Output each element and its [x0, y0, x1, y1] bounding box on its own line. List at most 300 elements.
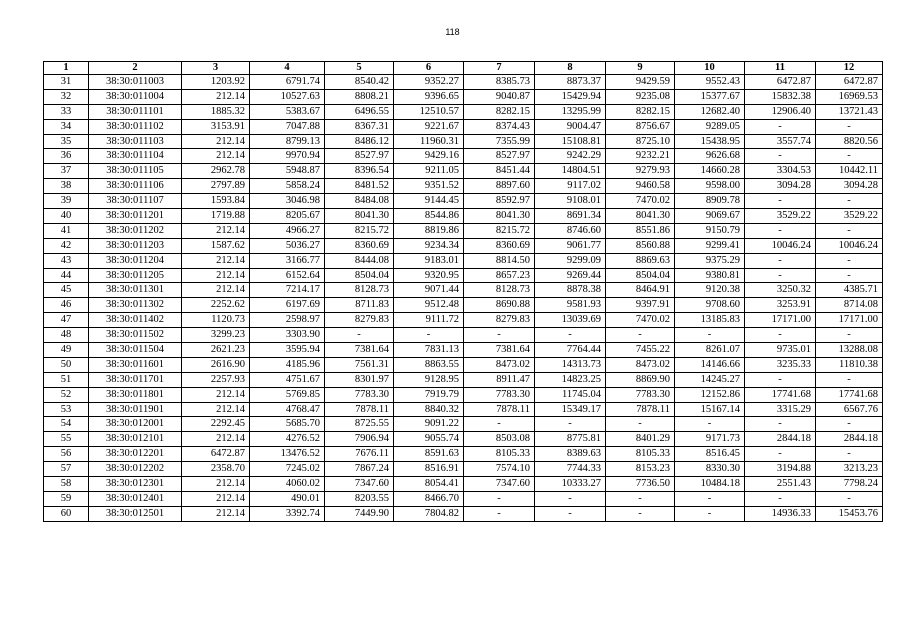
table-cell: - [535, 417, 606, 432]
table-cell: 2358.70 [182, 462, 250, 477]
table-cell: 13295.99 [535, 104, 606, 119]
table-cell: 36 [44, 149, 89, 164]
table-cell: 7470.02 [606, 194, 675, 209]
table-cell: 8481.52 [325, 179, 394, 194]
table-cell: 3166.77 [250, 253, 325, 268]
table-cell: 4276.52 [250, 432, 325, 447]
table-cell: 9040.87 [464, 89, 535, 104]
table-cell: - [464, 328, 535, 343]
table-cell: 14804.51 [535, 164, 606, 179]
table-cell: 8756.67 [606, 119, 675, 134]
table-cell: 8897.60 [464, 179, 535, 194]
table-cell: - [816, 268, 883, 283]
table-cell: 9352.27 [394, 75, 464, 90]
table-cell: 57 [44, 462, 89, 477]
table-cell: 13185.83 [675, 313, 745, 328]
table-cell: 8203.55 [325, 491, 394, 506]
table-cell: 17171.00 [816, 313, 883, 328]
table-cell: 43 [44, 253, 89, 268]
table-cell: 212.14 [182, 268, 250, 283]
table-cell: 6472.87 [745, 75, 816, 90]
table-cell: 7676.11 [325, 447, 394, 462]
table-cell: 8360.69 [464, 238, 535, 253]
table-cell: - [464, 417, 535, 432]
table-cell: 8484.08 [325, 194, 394, 209]
table-cell: 2844.18 [745, 432, 816, 447]
table-cell: 3303.90 [250, 328, 325, 343]
table-cell: 9289.05 [675, 119, 745, 134]
table-cell: - [394, 328, 464, 343]
table-cell: 14660.28 [675, 164, 745, 179]
table-cell: 4751.67 [250, 372, 325, 387]
table-cell: 2616.90 [182, 357, 250, 372]
table-cell: - [675, 491, 745, 506]
table-cell: - [816, 119, 883, 134]
table-cell: 45 [44, 283, 89, 298]
table-cell: 3194.88 [745, 462, 816, 477]
table-cell: 13039.69 [535, 313, 606, 328]
table-cell: - [816, 223, 883, 238]
table-cell: 9708.60 [675, 298, 745, 313]
table-cell: 8464.91 [606, 283, 675, 298]
table-row [44, 313, 883, 328]
table-row [44, 402, 883, 417]
table-row [44, 194, 883, 209]
table-cell: 7744.33 [535, 462, 606, 477]
table-cell: 8041.30 [606, 209, 675, 224]
table-cell: 59 [44, 491, 89, 506]
table-cell: 9111.72 [394, 313, 464, 328]
table-cell: 38 [44, 179, 89, 194]
table-cell: 38:30:011801 [89, 387, 182, 402]
table-cell: 38:30:012501 [89, 506, 182, 521]
table-cell: 3094.28 [816, 179, 883, 194]
table-cell: 9150.79 [675, 223, 745, 238]
table-cell: 3392.74 [250, 506, 325, 521]
table-cell: 8261.07 [675, 343, 745, 358]
table-cell: - [464, 491, 535, 506]
table-cell: 7783.30 [325, 387, 394, 402]
table-cell: 38:30:011204 [89, 253, 182, 268]
table-cell: 15377.67 [675, 89, 745, 104]
table-cell: 9375.29 [675, 253, 745, 268]
table-cell: 3250.32 [745, 283, 816, 298]
table-cell: 16969.53 [816, 89, 883, 104]
table-row [44, 253, 883, 268]
table-cell: 7906.94 [325, 432, 394, 447]
table-cell: 8873.37 [535, 75, 606, 90]
table-cell: 8819.86 [394, 223, 464, 238]
table-cell: 35 [44, 134, 89, 149]
table-cell: 8808.21 [325, 89, 394, 104]
table-row [44, 328, 883, 343]
table-cell: 8301.97 [325, 372, 394, 387]
table-cell: 11960.31 [394, 134, 464, 149]
table-cell: 9221.67 [394, 119, 464, 134]
table-cell: 5685.70 [250, 417, 325, 432]
table-cell: 8657.23 [464, 268, 535, 283]
table-cell: 7764.44 [535, 343, 606, 358]
table-cell: 3094.28 [745, 179, 816, 194]
table-cell: 2257.93 [182, 372, 250, 387]
table-cell: 7804.82 [394, 506, 464, 521]
table-cell: 8466.70 [394, 491, 464, 506]
table-cell: 2292.45 [182, 417, 250, 432]
table-cell: 9171.73 [675, 432, 745, 447]
table-cell: 9299.41 [675, 238, 745, 253]
table-row [44, 134, 883, 149]
table-cell: 3315.29 [745, 402, 816, 417]
table-cell: 10442.11 [816, 164, 883, 179]
table-cell: 7878.11 [325, 402, 394, 417]
table-cell: 9055.74 [394, 432, 464, 447]
table-cell: 52 [44, 387, 89, 402]
table-cell: 3529.22 [816, 209, 883, 224]
table-cell: 9380.81 [675, 268, 745, 283]
table-cell: 17171.00 [745, 313, 816, 328]
table-cell: 40 [44, 209, 89, 224]
table-cell: 38:30:011301 [89, 283, 182, 298]
table-cell: - [816, 328, 883, 343]
column-header: 11 [745, 62, 816, 75]
table-cell: - [745, 372, 816, 387]
table-row [44, 223, 883, 238]
table-cell: 56 [44, 447, 89, 462]
table-cell: 7245.02 [250, 462, 325, 477]
table-cell: 14823.25 [535, 372, 606, 387]
table-cell: 3253.91 [745, 298, 816, 313]
table-cell: - [535, 328, 606, 343]
table-cell: 38:30:011502 [89, 328, 182, 343]
table-cell: 9581.93 [535, 298, 606, 313]
table-cell: 10484.18 [675, 477, 745, 492]
table-row [44, 477, 883, 492]
table-cell: 10046.24 [745, 238, 816, 253]
table-cell: 8279.83 [464, 313, 535, 328]
table-cell: 7783.30 [606, 387, 675, 402]
table-cell: - [745, 223, 816, 238]
table-cell: 8869.90 [606, 372, 675, 387]
table-cell: 15832.38 [745, 89, 816, 104]
table-cell: 8330.30 [675, 462, 745, 477]
table-cell: 60 [44, 506, 89, 521]
table-cell: 8814.50 [464, 253, 535, 268]
table-cell: - [816, 149, 883, 164]
table-cell: 2962.78 [182, 164, 250, 179]
table-cell: 2797.89 [182, 179, 250, 194]
table-body [44, 75, 883, 522]
table-cell: 8360.69 [325, 238, 394, 253]
table-cell: - [464, 506, 535, 521]
table-cell: 9211.05 [394, 164, 464, 179]
table-cell: 7736.50 [606, 477, 675, 492]
table-cell: - [816, 372, 883, 387]
table-cell: 38:30:011601 [89, 357, 182, 372]
table-cell: 7574.10 [464, 462, 535, 477]
table-cell: 15167.14 [675, 402, 745, 417]
table-cell: 7561.31 [325, 357, 394, 372]
table-cell: 38:30:012201 [89, 447, 182, 462]
table-cell: 8592.97 [464, 194, 535, 209]
table-cell: 38:30:011101 [89, 104, 182, 119]
table-cell: 15453.76 [816, 506, 883, 521]
table-cell: 8215.72 [325, 223, 394, 238]
table-cell: 8560.88 [606, 238, 675, 253]
table-cell: 38:30:011203 [89, 238, 182, 253]
table-cell: 9299.09 [535, 253, 606, 268]
table-cell: 8725.10 [606, 134, 675, 149]
column-header: 2 [89, 62, 182, 75]
table-cell: 7047.88 [250, 119, 325, 134]
table-cell: 44 [44, 268, 89, 283]
table-cell: 7347.60 [325, 477, 394, 492]
table-cell: 38:30:011201 [89, 209, 182, 224]
table-cell: 8215.72 [464, 223, 535, 238]
table-cell: 7347.60 [464, 477, 535, 492]
table-cell: 3304.53 [745, 164, 816, 179]
table-row [44, 238, 883, 253]
table-cell: 5769.85 [250, 387, 325, 402]
table-row [44, 179, 883, 194]
table-cell: 8153.23 [606, 462, 675, 477]
table-cell: 9144.45 [394, 194, 464, 209]
table-cell: 14146.66 [675, 357, 745, 372]
table-cell: 38:30:012101 [89, 432, 182, 447]
table-cell: 12682.40 [675, 104, 745, 119]
table-cell: 9108.01 [535, 194, 606, 209]
table-cell: 4966.27 [250, 223, 325, 238]
table-cell: 38:30:011402 [89, 313, 182, 328]
table-cell: - [745, 328, 816, 343]
table-cell: 9351.52 [394, 179, 464, 194]
table-cell: 54 [44, 417, 89, 432]
table-cell: 8799.13 [250, 134, 325, 149]
table-cell: 8385.73 [464, 75, 535, 90]
table-cell: 38:30:011105 [89, 164, 182, 179]
table-cell: 15349.17 [535, 402, 606, 417]
table-cell: 7470.02 [606, 313, 675, 328]
table-cell: 13288.08 [816, 343, 883, 358]
column-header: 10 [675, 62, 745, 75]
table-cell: 8367.31 [325, 119, 394, 134]
table-row [44, 372, 883, 387]
table-cell: 7783.30 [464, 387, 535, 402]
table-cell: 38:30:011701 [89, 372, 182, 387]
table-cell: 38:30:012001 [89, 417, 182, 432]
table-cell: 39 [44, 194, 89, 209]
table-cell: 1203.92 [182, 75, 250, 90]
table-cell: 8527.97 [464, 149, 535, 164]
table-cell: 38:30:011202 [89, 223, 182, 238]
table-cell: 8105.33 [606, 447, 675, 462]
table-cell: 212.14 [182, 283, 250, 298]
table-cell: 7867.24 [325, 462, 394, 477]
table-row [44, 447, 883, 462]
table-cell: 8711.83 [325, 298, 394, 313]
table-cell: - [745, 149, 816, 164]
table-cell: 1587.62 [182, 238, 250, 253]
table-cell: 9429.59 [606, 75, 675, 90]
table-cell: 8540.42 [325, 75, 394, 90]
column-header: 12 [816, 62, 883, 75]
table-cell: 17741.68 [816, 387, 883, 402]
table-row [44, 75, 883, 90]
table-cell: 8396.54 [325, 164, 394, 179]
table-cell: 9279.93 [606, 164, 675, 179]
table-cell: 2844.18 [816, 432, 883, 447]
table-cell: 8279.83 [325, 313, 394, 328]
table-cell: 3235.33 [745, 357, 816, 372]
table-cell: 1885.32 [182, 104, 250, 119]
table-cell: - [606, 506, 675, 521]
table-cell: 212.14 [182, 477, 250, 492]
table-cell: 8389.63 [535, 447, 606, 462]
table-cell: 8041.30 [325, 209, 394, 224]
table-cell: 6152.64 [250, 268, 325, 283]
table-cell: 14313.73 [535, 357, 606, 372]
table-cell: 13476.52 [250, 447, 325, 462]
table-cell: 8205.67 [250, 209, 325, 224]
table-cell: - [745, 119, 816, 134]
table-cell: - [675, 417, 745, 432]
table-cell: 9232.21 [606, 149, 675, 164]
table-row [44, 164, 883, 179]
table-cell: - [745, 194, 816, 209]
table-cell: 48 [44, 328, 89, 343]
table-cell: 10527.63 [250, 89, 325, 104]
table-cell: 6197.69 [250, 298, 325, 313]
table-cell: 4185.96 [250, 357, 325, 372]
table-cell: 15438.95 [675, 134, 745, 149]
table-cell: 38:30:011103 [89, 134, 182, 149]
table-cell: 8840.32 [394, 402, 464, 417]
table-row [44, 209, 883, 224]
table-cell: 9735.01 [745, 343, 816, 358]
table-cell: 38:30:012401 [89, 491, 182, 506]
table-cell: 7449.90 [325, 506, 394, 521]
table-cell: 9269.44 [535, 268, 606, 283]
table-row [44, 119, 883, 134]
table-cell: 7878.11 [464, 402, 535, 417]
table-cell: 10046.24 [816, 238, 883, 253]
table-cell: 9234.34 [394, 238, 464, 253]
table-cell: 8909.78 [675, 194, 745, 209]
table-row [44, 387, 883, 402]
table-cell: 6567.76 [816, 402, 883, 417]
table-row [44, 149, 883, 164]
table-cell: 46 [44, 298, 89, 313]
table-cell: 4060.02 [250, 477, 325, 492]
table-cell: 8504.04 [325, 268, 394, 283]
table-cell: 8775.81 [535, 432, 606, 447]
table-cell: 8054.41 [394, 477, 464, 492]
table-cell: 6791.74 [250, 75, 325, 90]
table-cell: 3299.23 [182, 328, 250, 343]
table-cell: 10333.27 [535, 477, 606, 492]
table-cell: 13721.43 [816, 104, 883, 119]
table-cell: - [606, 328, 675, 343]
table-header-row [44, 62, 883, 75]
table-cell: 6472.87 [816, 75, 883, 90]
table-cell: 9004.47 [535, 119, 606, 134]
column-header: 3 [182, 62, 250, 75]
table-cell: 212.14 [182, 253, 250, 268]
table-cell: - [325, 328, 394, 343]
table-cell: 9091.22 [394, 417, 464, 432]
column-header: 9 [606, 62, 675, 75]
table-cell: 8444.08 [325, 253, 394, 268]
table-cell: 8591.63 [394, 447, 464, 462]
table-cell: 1719.88 [182, 209, 250, 224]
table-cell: 2621.23 [182, 343, 250, 358]
table-cell: 212.14 [182, 89, 250, 104]
table-cell: 3595.94 [250, 343, 325, 358]
table-cell: - [606, 491, 675, 506]
table-cell: 212.14 [182, 149, 250, 164]
table-cell: 8503.08 [464, 432, 535, 447]
table-cell: 12152.86 [675, 387, 745, 402]
table-cell: 2551.43 [745, 477, 816, 492]
column-header: 1 [44, 62, 89, 75]
table-cell: 9120.38 [675, 283, 745, 298]
table-cell: 212.14 [182, 491, 250, 506]
table-cell: 7878.11 [606, 402, 675, 417]
table-row [44, 268, 883, 283]
table-cell: 1120.73 [182, 313, 250, 328]
table-row [44, 104, 883, 119]
table-row [44, 298, 883, 313]
table-row [44, 506, 883, 521]
table-cell: - [816, 417, 883, 432]
table-cell: 38:30:011106 [89, 179, 182, 194]
table-cell: 9512.48 [394, 298, 464, 313]
table-cell: 17741.68 [745, 387, 816, 402]
table-cell: 14245.27 [675, 372, 745, 387]
table-cell: 12906.40 [745, 104, 816, 119]
table-cell: 4385.71 [816, 283, 883, 298]
table-cell: 8128.73 [325, 283, 394, 298]
table-cell: 33 [44, 104, 89, 119]
page-number: 118 [445, 27, 460, 37]
table-cell: 8516.45 [675, 447, 745, 462]
table-cell: 8451.44 [464, 164, 535, 179]
table-cell: 8486.12 [325, 134, 394, 149]
table-cell: 7214.17 [250, 283, 325, 298]
table-cell: 6496.55 [325, 104, 394, 119]
table-cell: 8820.56 [816, 134, 883, 149]
table-cell: 7455.22 [606, 343, 675, 358]
table-cell: 212.14 [182, 506, 250, 521]
table-cell: 14936.33 [745, 506, 816, 521]
table-cell: 55 [44, 432, 89, 447]
table-cell: 1593.84 [182, 194, 250, 209]
table-cell: 9396.65 [394, 89, 464, 104]
table-cell: 9460.58 [606, 179, 675, 194]
table-cell: 9071.44 [394, 283, 464, 298]
table-cell: 49 [44, 343, 89, 358]
table-cell: 15108.81 [535, 134, 606, 149]
table-cell: 8691.34 [535, 209, 606, 224]
table-cell: 8282.15 [606, 104, 675, 119]
table-cell: 9117.02 [535, 179, 606, 194]
table-cell: 5858.24 [250, 179, 325, 194]
table-cell: 9397.91 [606, 298, 675, 313]
table-cell: - [675, 328, 745, 343]
table-cell: 8863.55 [394, 357, 464, 372]
table-cell: 9235.08 [606, 89, 675, 104]
table-cell: 212.14 [182, 402, 250, 417]
table-cell: 8473.02 [606, 357, 675, 372]
